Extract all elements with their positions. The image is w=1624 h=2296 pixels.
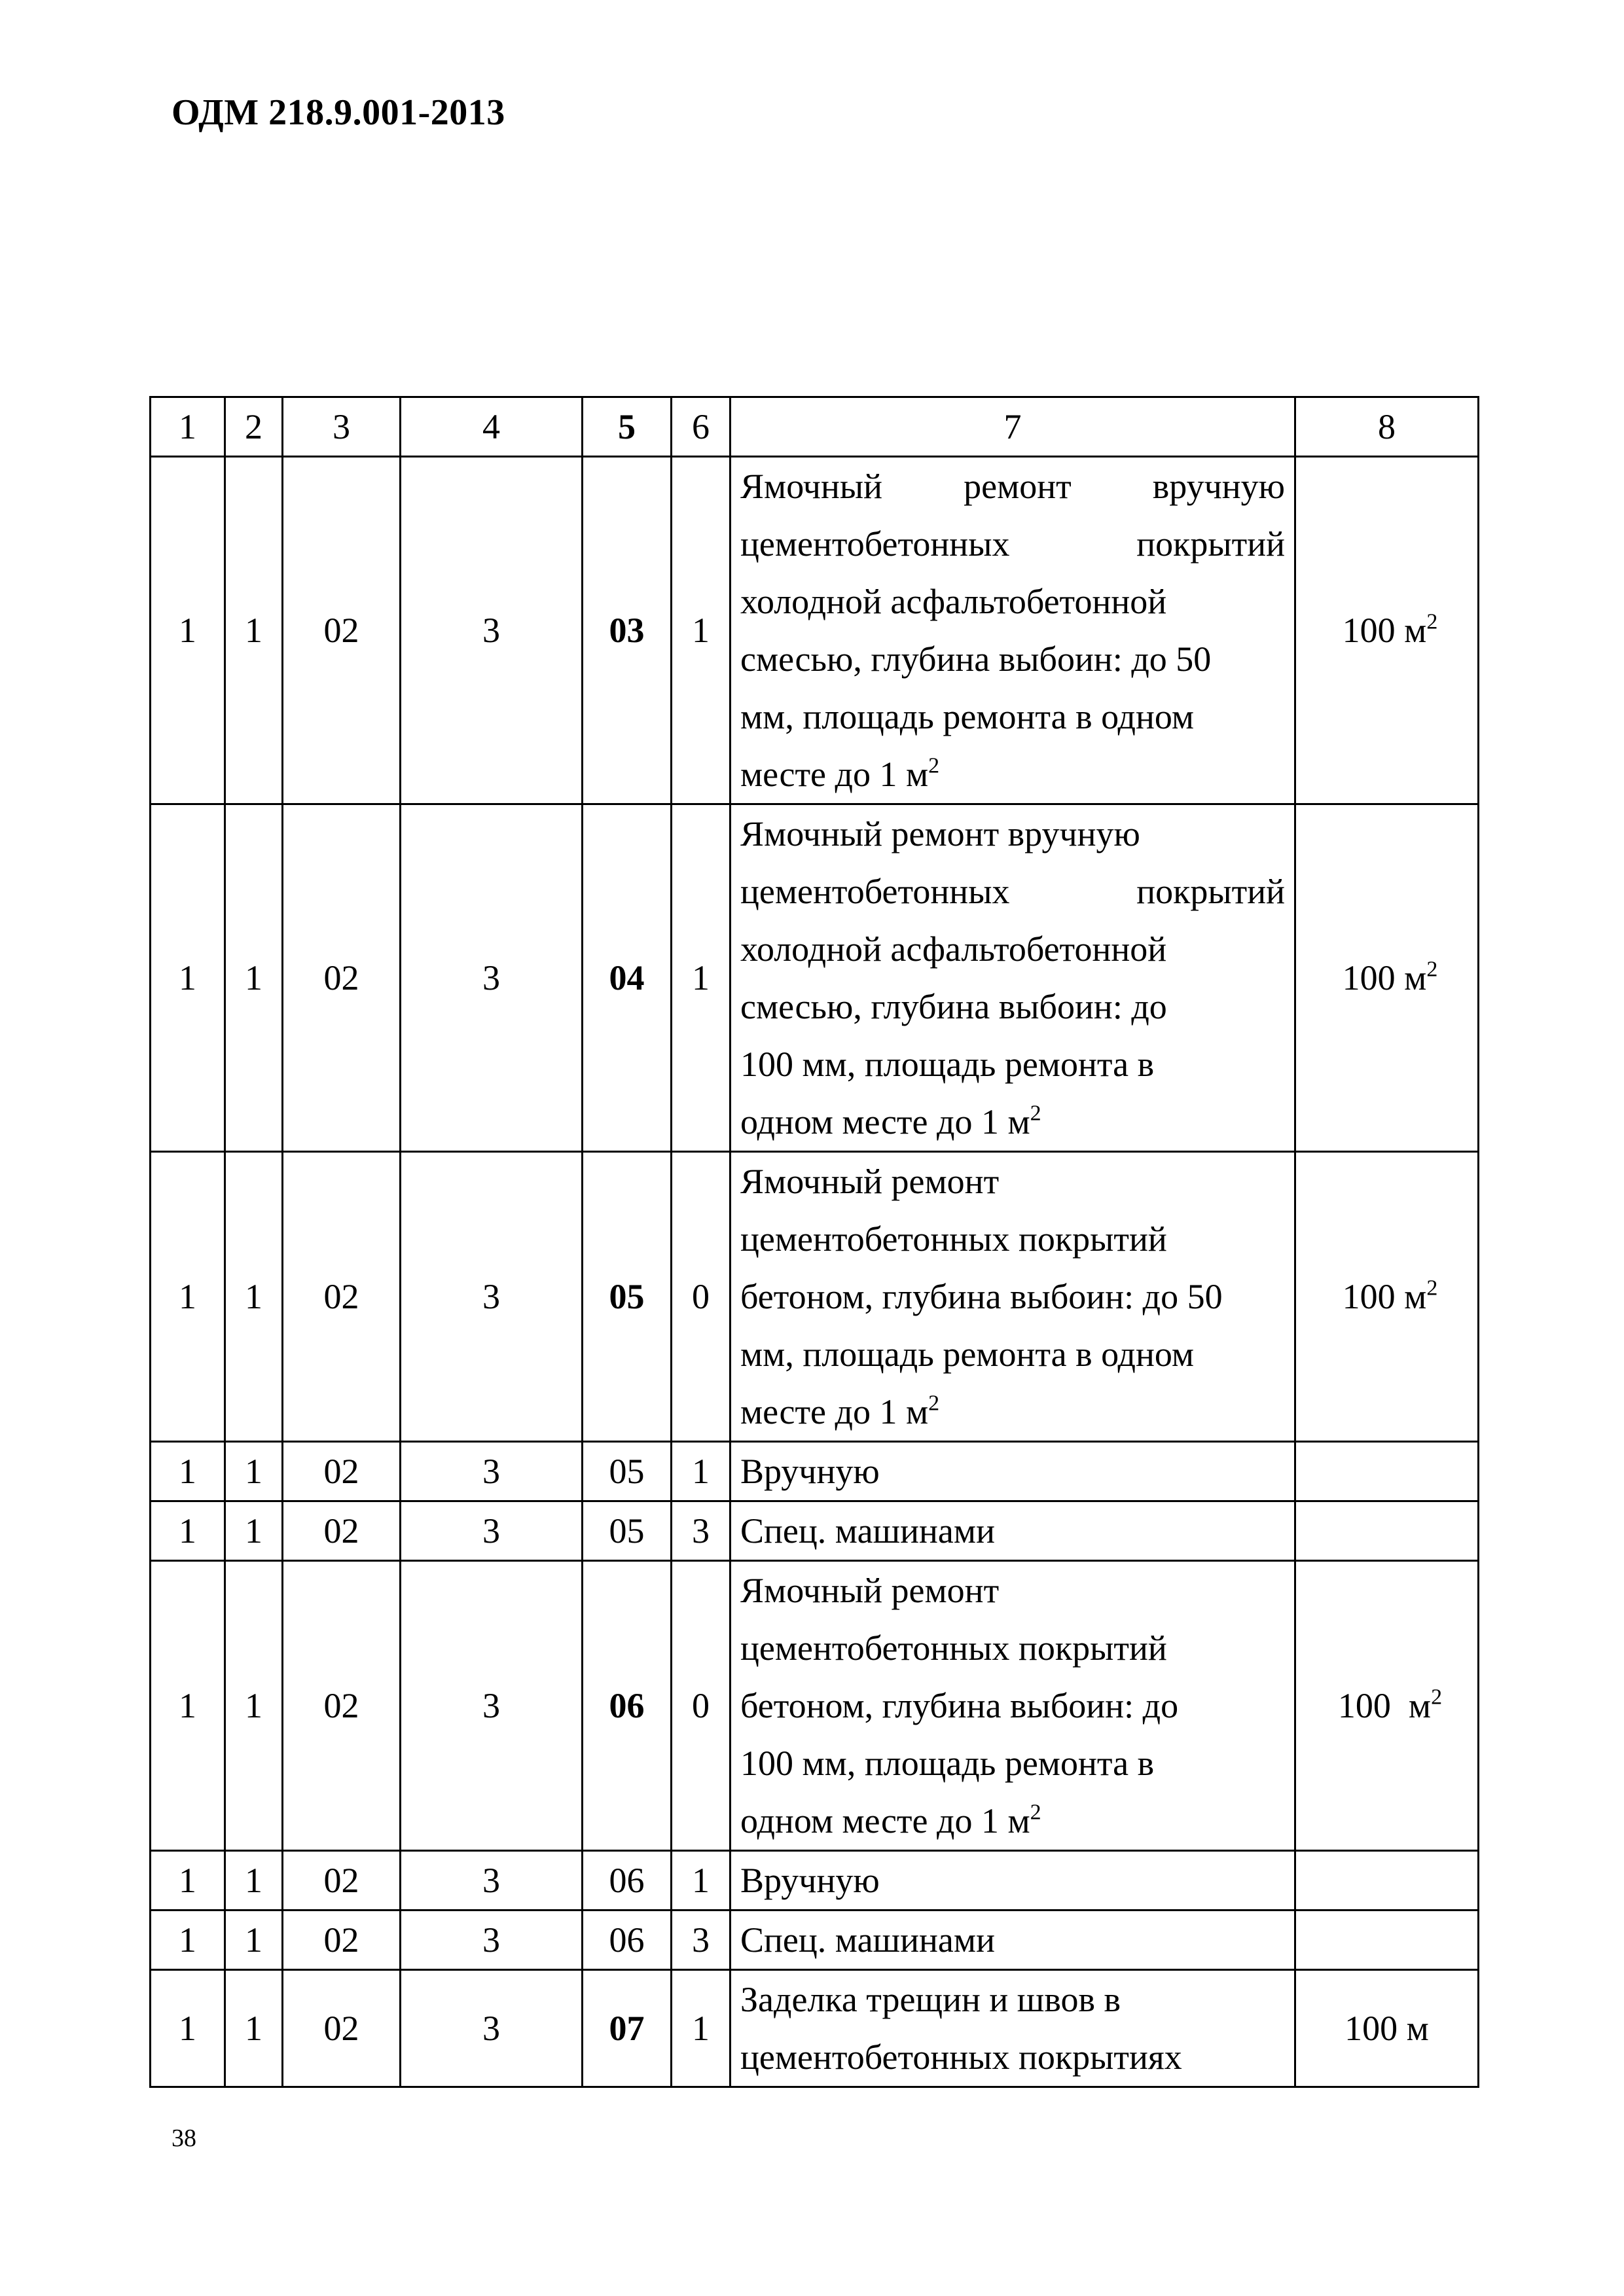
description-line: мм, площадь ремонта в одном bbox=[740, 1335, 1195, 1374]
cell-description bbox=[731, 1561, 1295, 1851]
cell-code-5: 03 bbox=[583, 457, 672, 804]
superscript: 2 bbox=[1426, 609, 1438, 634]
cell-description: Вручную bbox=[731, 1442, 1295, 1501]
description-text: месте до 1 м bbox=[740, 755, 929, 794]
cell-code-3: 02 bbox=[283, 1561, 401, 1851]
cell-code-1: 1 bbox=[151, 1501, 225, 1561]
cell-code-4: 3 bbox=[401, 1910, 583, 1970]
table-row bbox=[151, 457, 1479, 804]
cell-unit bbox=[1295, 457, 1479, 804]
cell-code-6: 1 bbox=[672, 804, 731, 1152]
description-line: холодной асфальтобетонной bbox=[740, 929, 1167, 969]
cell-code-3: 02 bbox=[283, 1501, 401, 1561]
cell-code-5: 05 bbox=[583, 1501, 672, 1561]
description-line: цементобетонных покрытиях bbox=[740, 2037, 1182, 2077]
description-line-last bbox=[740, 1093, 1285, 1151]
cell-code-3: 02 bbox=[283, 1851, 401, 1910]
cell-code-4: 3 bbox=[401, 1561, 583, 1851]
description-line-last bbox=[740, 745, 1285, 803]
cell-code-5: 07 bbox=[583, 1970, 672, 2087]
column-header: 1 bbox=[151, 397, 225, 457]
description-line: мм, площадь ремонта в одном bbox=[740, 697, 1195, 736]
description-text: месте до 1 м bbox=[740, 1392, 929, 1431]
cell-code-3: 02 bbox=[283, 1910, 401, 1970]
cell-code-3: 02 bbox=[283, 1442, 401, 1501]
description-line-last bbox=[740, 1383, 1285, 1441]
description-line: 100 мм, площадь ремонта в bbox=[740, 1045, 1155, 1084]
cell-code-6: 1 bbox=[672, 1851, 731, 1910]
cell-code-1: 1 bbox=[151, 1442, 225, 1501]
cell-code-1: 1 bbox=[151, 1851, 225, 1910]
superscript: 2 bbox=[928, 753, 940, 778]
column-header: 7 bbox=[731, 397, 1295, 457]
cell-code-5: 05 bbox=[583, 1152, 672, 1442]
cell-code-4: 3 bbox=[401, 1152, 583, 1442]
cell-code-2: 1 bbox=[225, 804, 283, 1152]
description-line: Ямочный ремонт вручную bbox=[740, 467, 1285, 506]
cell-code-4: 3 bbox=[401, 804, 583, 1152]
description-line: 100 мм, площадь ремонта в bbox=[740, 1744, 1155, 1783]
description-line: Ямочный ремонт вручную bbox=[740, 814, 1140, 853]
superscript: 2 bbox=[1030, 1800, 1041, 1825]
cell-code-3: 02 bbox=[283, 457, 401, 804]
description-line: холодной асфальтобетонной bbox=[740, 582, 1167, 621]
cell-code-3: 02 bbox=[283, 804, 401, 1152]
page-number: 38 bbox=[171, 2125, 196, 2152]
cell-code-1: 1 bbox=[151, 1152, 225, 1442]
cell-code-6: 0 bbox=[672, 1561, 731, 1851]
cell-code-4: 3 bbox=[401, 1970, 583, 2087]
cell-code-1: 1 bbox=[151, 1910, 225, 1970]
cell-code-5: 06 bbox=[583, 1910, 672, 1970]
column-header: 8 bbox=[1295, 397, 1479, 457]
description-line: бетоном, глубина выбоин: до 50 bbox=[740, 1277, 1223, 1316]
cell-code-2: 1 bbox=[225, 1561, 283, 1851]
description-line: цементобетонных покрытий bbox=[740, 1628, 1167, 1668]
cell-code-6: 1 bbox=[672, 457, 731, 804]
cell-description bbox=[731, 1152, 1295, 1442]
cell-code-2: 1 bbox=[225, 1910, 283, 1970]
cell-code-6: 1 bbox=[672, 1970, 731, 2087]
cell-unit bbox=[1295, 1910, 1479, 1970]
cell-code-2: 1 bbox=[225, 1442, 283, 1501]
cell-code-1: 1 bbox=[151, 1970, 225, 2087]
cell-description: Вручную bbox=[731, 1851, 1295, 1910]
table-row bbox=[151, 804, 1479, 1152]
table-row bbox=[151, 1442, 1479, 1501]
cell-code-6: 1 bbox=[672, 1442, 731, 1501]
cell-description bbox=[731, 1970, 1295, 2087]
cell-code-2: 1 bbox=[225, 457, 283, 804]
cell-code-4: 3 bbox=[401, 1851, 583, 1910]
description-line: цементобетонных покрытий bbox=[740, 872, 1285, 911]
unit-text: 100 м bbox=[1342, 1277, 1427, 1316]
superscript: 2 bbox=[1426, 957, 1438, 982]
description-line: цементобетонных покрытий bbox=[740, 1219, 1167, 1259]
description-line-last bbox=[740, 1792, 1285, 1850]
cell-unit bbox=[1295, 804, 1479, 1152]
cell-code-5: 05 bbox=[583, 1442, 672, 1501]
column-header: 6 bbox=[672, 397, 731, 457]
description-line: бетоном, глубина выбоин: до bbox=[740, 1686, 1179, 1725]
column-header: 3 bbox=[283, 397, 401, 457]
cell-code-2: 1 bbox=[225, 1501, 283, 1561]
column-header: 4 bbox=[401, 397, 583, 457]
cell-code-5: 06 bbox=[583, 1561, 672, 1851]
table-row bbox=[151, 1970, 1479, 2087]
cell-unit bbox=[1295, 1561, 1479, 1851]
superscript: 2 bbox=[1426, 1276, 1438, 1300]
superscript: 2 bbox=[1431, 1685, 1443, 1710]
classifier-table bbox=[149, 396, 1479, 2088]
cell-code-3: 02 bbox=[283, 1152, 401, 1442]
cell-code-2: 1 bbox=[225, 1851, 283, 1910]
cell-code-2: 1 bbox=[225, 1152, 283, 1442]
unit-text: 100 м bbox=[1342, 958, 1427, 997]
description-line: Заделка трещин и швов в bbox=[740, 1980, 1121, 2019]
cell-description: Спец. машинами bbox=[731, 1910, 1295, 1970]
cell-code-6: 3 bbox=[672, 1910, 731, 1970]
cell-code-2: 1 bbox=[225, 1970, 283, 2087]
table-row bbox=[151, 1910, 1479, 1970]
cell-description bbox=[731, 804, 1295, 1152]
table-row bbox=[151, 1851, 1479, 1910]
description-text: одном месте до 1 м bbox=[740, 1801, 1030, 1840]
cell-code-1: 1 bbox=[151, 1561, 225, 1851]
description-line: смесью, глубина выбоин: до bbox=[740, 987, 1167, 1026]
cell-code-6: 0 bbox=[672, 1152, 731, 1442]
cell-code-4: 3 bbox=[401, 1501, 583, 1561]
cell-unit bbox=[1295, 1152, 1479, 1442]
cell-description bbox=[731, 457, 1295, 804]
cell-unit bbox=[1295, 1501, 1479, 1561]
cell-code-1: 1 bbox=[151, 457, 225, 804]
description-line: цементобетонных покрытий bbox=[740, 524, 1285, 564]
superscript: 2 bbox=[928, 1391, 940, 1416]
table-row bbox=[151, 1152, 1479, 1442]
description-line: Ямочный ремонт bbox=[740, 1162, 1000, 1201]
description-line: Ямочный ремонт bbox=[740, 1571, 1000, 1610]
cell-code-4: 3 bbox=[401, 1442, 583, 1501]
cell-code-3: 02 bbox=[283, 1970, 401, 2087]
column-header: 5 bbox=[583, 397, 672, 457]
unit-text: 100 м bbox=[1337, 1686, 1432, 1725]
superscript: 2 bbox=[1030, 1101, 1041, 1126]
cell-code-6: 3 bbox=[672, 1501, 731, 1561]
cell-unit: 100 м bbox=[1295, 1970, 1479, 2087]
cell-unit bbox=[1295, 1442, 1479, 1501]
cell-code-5: 06 bbox=[583, 1851, 672, 1910]
column-header: 2 bbox=[225, 397, 283, 457]
cell-code-4: 3 bbox=[401, 457, 583, 804]
cell-description: Спец. машинами bbox=[731, 1501, 1295, 1561]
cell-unit bbox=[1295, 1851, 1479, 1910]
cell-code-5: 04 bbox=[583, 804, 672, 1152]
description-text: одном месте до 1 м bbox=[740, 1102, 1030, 1141]
table-row bbox=[151, 1561, 1479, 1851]
unit-text: 100 м bbox=[1342, 611, 1427, 650]
table-header-row bbox=[151, 397, 1479, 457]
document-code: ОДМ 218.9.001-2013 bbox=[171, 92, 505, 133]
description-line: смесью, глубина выбоин: до 50 bbox=[740, 639, 1212, 679]
table-row bbox=[151, 1501, 1479, 1561]
cell-code-1: 1 bbox=[151, 804, 225, 1152]
